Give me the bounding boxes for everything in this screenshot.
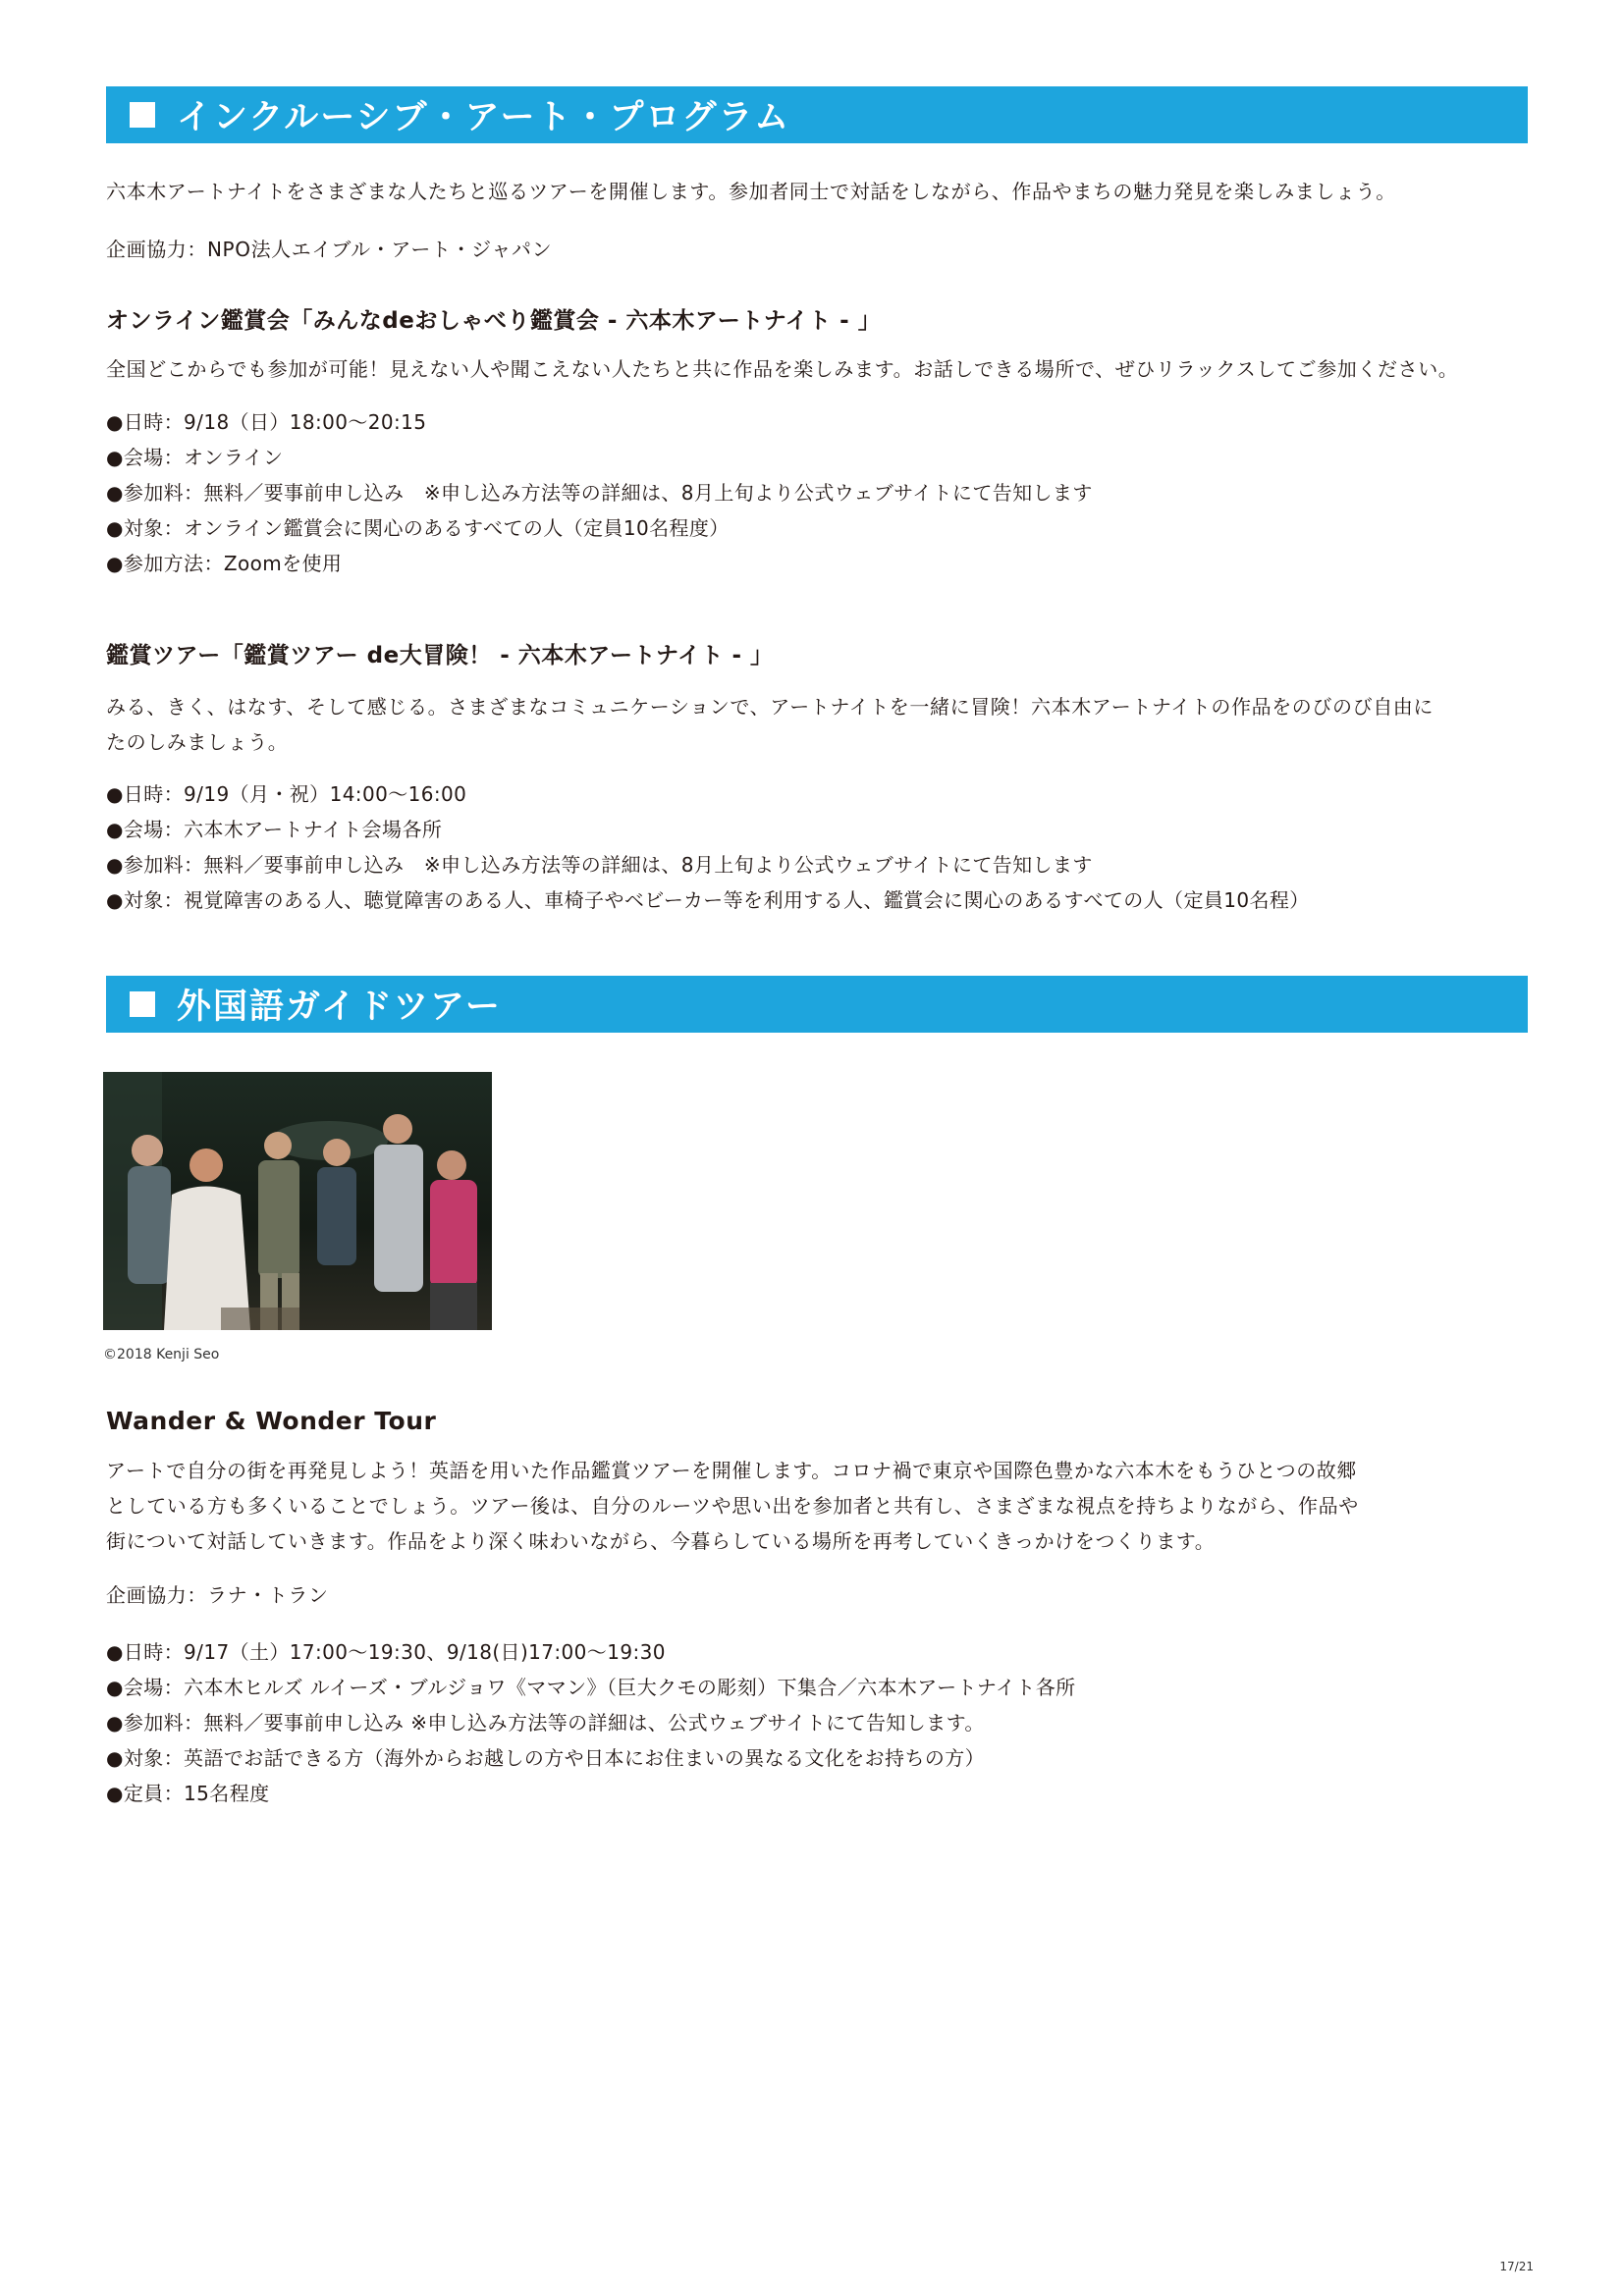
- program-title: 鑑賞ツアー「鑑賞ツアー de大冒険！ - 六本木アートナイト - 」: [106, 643, 774, 668]
- section1-cooperation: [106, 232, 1540, 267]
- square-bullet-icon: [130, 102, 155, 128]
- program-online-viewing: [106, 303, 1540, 339]
- info-venue: ●会場：六本木ヒルズ ルイーズ・ブルジョワ《ママン》（巨大クモの彫刻）下集合／六本木アートナイト各所: [106, 1676, 1076, 1699]
- info-venue: ●会場：六本木アートナイト会場各所: [106, 818, 443, 841]
- info-date: ●日時：9/17（土）17:00〜19:30、9/18(日)17:00〜19:30: [106, 1640, 666, 1664]
- tour-photo: [103, 1072, 492, 1330]
- tour-heading: [106, 1404, 1540, 1439]
- photo-credit: ©2018 Kenji Seo: [103, 1347, 220, 1362]
- cooperation-text: 企画協力：ラナ・トラン: [106, 1583, 329, 1607]
- program-description: 全国どこからでも参加が可能！見えない人や聞こえない人たちと共に作品を楽しみます。お話しできる場所で、ぜひリラックスしてご参加ください。: [106, 357, 1459, 381]
- info-venue: ●会場：オンライン: [106, 446, 284, 469]
- info-list: [106, 776, 1540, 918]
- cooperation-text: 企画協力：NPO法人エイブル・アート・ジャパン: [106, 238, 553, 261]
- info-method: ●参加方法：Zoomを使用: [106, 552, 343, 575]
- program-description-line: みる、きく、はなす、そして感じる。さまざまなコミュニケーションで、アートナイトを一緒に冒険！六本木アートナイトの作品をのびのび自由に: [106, 695, 1434, 719]
- info-list: [106, 404, 1540, 581]
- page-number: 17/21: [1499, 2260, 1534, 2273]
- section-title: インクルーシブ・アート・プログラム: [177, 98, 791, 137]
- program2-info: [106, 776, 1540, 918]
- info-fee: ●参加料：無料／要事前申し込み ※申し込み方法等の詳細は、8月上旬より公式ウェブサイトにて告知します: [106, 853, 1093, 877]
- info-date: ●日時：9/19（月・祝）14:00〜16:00: [106, 782, 467, 806]
- tour-description: [106, 1453, 1540, 1559]
- section-header-inclusive-art: [106, 86, 1528, 143]
- tour-cooperation: [106, 1577, 1540, 1613]
- program-title: オンライン鑑賞会「みんなdeおしゃべり鑑賞会 - 六本木アートナイト - 」: [106, 308, 882, 334]
- info-date: ●日時：9/18（日）18:00〜20:15: [106, 410, 427, 434]
- program1-info: [106, 404, 1540, 581]
- tour-description-line: アートで自分の街を再発見しよう！英語を用いた作品鑑賞ツアーを開催します。コロナ禍で東京や国際色豊かな六本木をもうひとつの故郷: [106, 1459, 1357, 1482]
- tour-photo-illustration: [103, 1072, 492, 1330]
- intro-text: 六本木アートナイトをさまざまな人たちと巡るツアーを開催します。参加者同士で対話をしながら、作品やまちの魅力発見を楽しみましょう。: [106, 180, 1396, 203]
- program2-description: [106, 689, 1540, 760]
- section1-intro: [106, 174, 1540, 209]
- tour-description-line: 街について対話していきます。作品をより深く味わいながら、今暮らしている場所を再考していくきっかけをつくります。: [106, 1529, 1216, 1553]
- info-capacity: ●定員：15名程度: [106, 1782, 270, 1805]
- program1-description: [106, 351, 1540, 387]
- info-fee: ●参加料：無料／要事前申し込み ※申し込み方法等の詳細は、公式ウェブサイトにて告知します。: [106, 1711, 985, 1735]
- program-description-line: たのしみましょう。: [106, 730, 289, 754]
- square-bullet-icon: [130, 991, 155, 1017]
- program-tour: [106, 638, 1540, 673]
- section-header-foreign-language-tour: [106, 976, 1528, 1033]
- tour-description-line: としている方も多くいることでしょう。ツアー後は、自分のルーツや思い出を参加者と共有し、さまざまな視点を持ちよりながら、作品や: [106, 1494, 1359, 1518]
- tour-title: Wander & Wonder Tour: [106, 1407, 437, 1435]
- section-title: 外国語ガイドツアー: [177, 988, 502, 1027]
- info-target: ●対象：視覚障害のある人、聴覚障害のある人、車椅子やベビーカー等を利用する人、鑑賞会に関心のあるすべての人（定員10名程）: [106, 888, 1310, 912]
- tour-info: [106, 1634, 1540, 1811]
- info-target: ●対象：英語でお話できる方（海外からお越しの方や日本にお住まいの異なる文化をお持ちの方）: [106, 1746, 986, 1770]
- info-fee: ●参加料：無料／要事前申し込み ※申し込み方法等の詳細は、8月上旬より公式ウェブサイトにて告知します: [106, 481, 1093, 505]
- info-target: ●対象：オンライン鑑賞会に関心のあるすべての人（定員10名程度）: [106, 516, 730, 540]
- info-list: [106, 1634, 1540, 1811]
